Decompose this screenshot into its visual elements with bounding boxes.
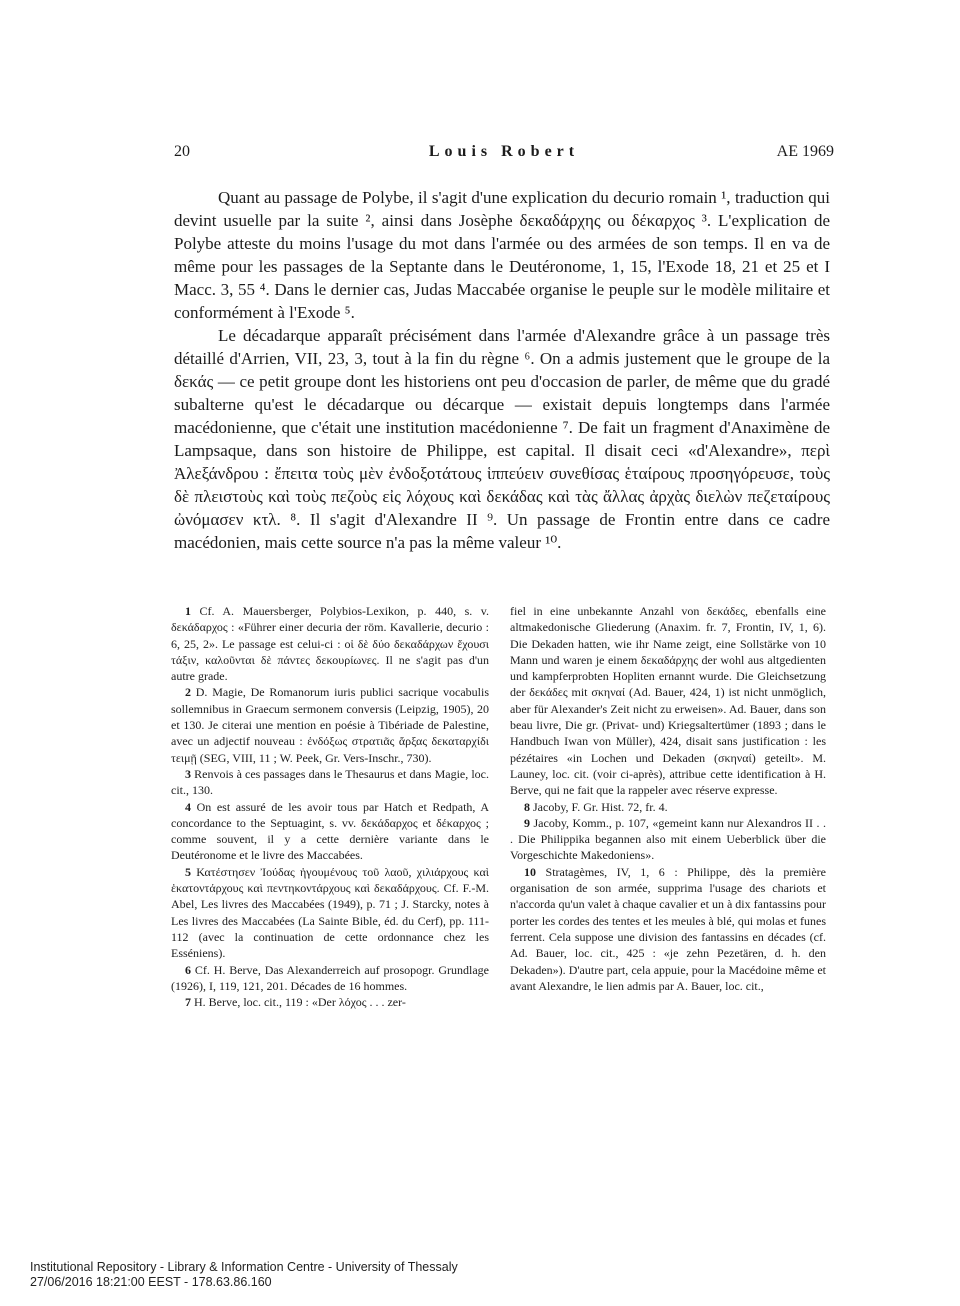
download-timestamp: 27/06/2016 18:21:00 EEST - 178.63.86.160 (30, 1275, 272, 1289)
footnotes-left-column (171, 603, 489, 1010)
paragraph-1: Quant au passage de Polybe, il s'agit d'une explication du decurio romain ¹, traduction qui devint usuelle par la suite ², ainsi dans Josèphe δεκαδάρχης ou δέκαρχος ³. L'explication de Polybe atteste du moins l'usage du mot dans l'armée ou des armées de son temps. Il en va de même pour les passages de la Septante dans le Deutéronome, 1, 15, l'Exode 18, 21 et 25 et I Macc. 3, 55 ⁴. Dans le dernier cas, Judas Maccabée organise le peuple sur le modèle militaire et conformément à l'Exode ⁵. (174, 188, 830, 322)
footnote-4: 4 On est assuré de les avoir tous par Hatch et Redpath, A concordance to the Septuagint, s. vv. δεκάδαρχος et δέκαρχος ; comme souvent, il y a cette dernière variante dans le Deutéronome et le livre des Maccabées. (171, 799, 489, 863)
page-number: 20 (174, 143, 190, 160)
footnote-8: 8 Jacoby, F. Gr. Hist. 72, fr. 4. (524, 799, 668, 814)
footnote-7: 7 H. Berve, loc. cit., 119 : «Der λόχος . . . zer- (185, 995, 406, 1010)
footnote-2: 2 D. Magie, De Romanorum iuris publici sacrique vocabulis sollemnibus in Graecum sermonem conversis (Leipzig, 1905), 20 et 130. Je citerai une mention en poésie à Tibériade de Palestine, avec un adjectif nouveau : ἐνδόξως στρατιᾶς ἄρξας δεκαταρχίδι τειμῇ (SEG, VIII, 11 ; W. Peek, Gr. Vers-Inschr., 730). (171, 685, 489, 765)
paragraph-2: Le décadarque apparaît précisément dans l'armée d'Alexandre grâce à un passage très détaillé d'Arrien, VII, 23, 3, tout à la fin du règne ⁶. On a admis justement que le groupe de la δεκάς — ce petit groupe dont les historiens ont peu d'occasion de parler, de même que du gradé subalterne qu'est le décadarque ou décarque — existait depuis longtemps dans l'armée macédonienne, que c'était une institution macédonienne ⁷. De fait un fragment d'Anaximène de Lampsaque, dans son histoire de Philippe, est capital. Il disait ceci «d'Alexandre», περὶ Ἀλεξάνδρου : ἔπειτα τοὺς μὲν ἐνδοξοτάτους ἱππεύειν συνεθίσας ἑταίρους προσηγόρευσε, τοὺς δὲ πλειστοὺς καὶ τοὺς πεζοὺς εἰς λόχους καὶ δεκάδας καὶ τὰς ἄλλας ἀρχὰς διελὼν πεζεταίρους ὠνόμασεν κτλ. ⁸. Il s'agit d'Alexandre II ⁹. Un passage de Frontin entre dans ce cadre macédonien, mais cette source n'a pas la même valeur ¹⁰. (174, 326, 830, 552)
page-header (174, 143, 834, 163)
footnote-9: 9 Jacoby, Komm., p. 107, «gemeint kann nur Alexandros II . . . Die Philippika begannen also mit einem Ueberblick über die Vorgeschichte Makedoniens». (510, 815, 826, 863)
repository-footer (30, 1260, 458, 1290)
main-text (174, 186, 830, 554)
footnote-3: 3 Renvois à ces passages dans le Thesaurus et dans Magie, loc. cit., 130. (171, 766, 490, 798)
journal-reference: AE 1969 (776, 143, 834, 160)
footnotes-right-column (510, 603, 826, 994)
footnote-7-continuation: fiel in eine unbekannte Anzahl von δεκάδες, ebenfalls eine altmakedonische Gliederung (Anaxim. fr. 7, Frontin, IV, 1, 6). Die Dekaden hatten, wie ihr Name zeigt, eine Sollstärke von 10 Mann und waren je einem δεκαδάρχης der wohl aus altgedienten und kampferprobten Hopliten ernannt wurde. Die Gleichsetzung der δεκάδες mit σκηναί (Ad. Bauer, 424, 1) ist nicht unmöglich, aber für Alexander's Zeit nicht zu erweisen». Ad. Bauer, dans son beau livre, Die gr. (Privat- und) Kriegsaltertümer (1893 ; dans le Handbuch Iwan von Müller), 424, disait sans justification : les pézétaires «in Lochen und Dekaden (σκηναί) geteilt». M. Launey, loc. cit. (voir ci-après), attribue cette identification à H. Berve, qui ne fait que la rappeler avec réserve expresse. (510, 604, 826, 798)
running-author: Louis Robert (428, 143, 580, 160)
footnote-10: 10 Stratagèmes, IV, 1, 6 : Philippe, dès la première organisation de son armée, supprima l'usage des chariots et n'accorda qu'un valet à chaque cavalier et un à dix fantassins pour porter les cordes des tentes et les meules à blé, qui molas et funes ferrent. Cela suppose une division des fantassins en décades (cf. Ad. Bauer, loc. cit., 425 : «je zehn Pezetären, d. h. den Dekaden»). D'autre part, cela appuie, pour la Macédoine même et avant Alexandre, le lien admis par A. Bauer, loc. cit., (510, 864, 826, 993)
repository-name: Institutional Repository - Library & Information Centre - University of Thessaly (30, 1260, 458, 1274)
footnote-1: 1 Cf. A. Mauersberger, Polybios-Lexikon, p. 440, s. v. δεκάδαρχος : «Führer einer decuria der röm. Kavallerie, decurio : 6, 25, 2». Le passage est celui-ci : οἱ δὲ δύο δεκαδάρχων ἔχουσι τάξιν, καλοῦνται δὲ πάντες δεκουρίωνες. Il ne s'agit pas d'un autre grade. (171, 604, 490, 684)
footnote-6: 6 Cf. H. Berve, Das Alexanderreich auf prosopogr. Grundlage (1926), I, 119, 121, 201. Décades de 16 hommes. (171, 962, 489, 993)
footnote-5: 5 Κατέστησεν Ἰούδας ἡγουμένους τοῦ λαοῦ, χιλιάρχους καὶ ἑκατοντάρχους καὶ πεντηκοντάρχους καὶ δεκαδάρχους. Cf. F.-M. Abel, Les livres des Maccabées (1949), p. 71 ; J. Starcky, notes à Les livres des Maccabées (La Sainte Bible, éd. du Cerf), pp. 111-112 (avec la continuation de cette ordonnance chez les Esséniens). (171, 864, 490, 961)
